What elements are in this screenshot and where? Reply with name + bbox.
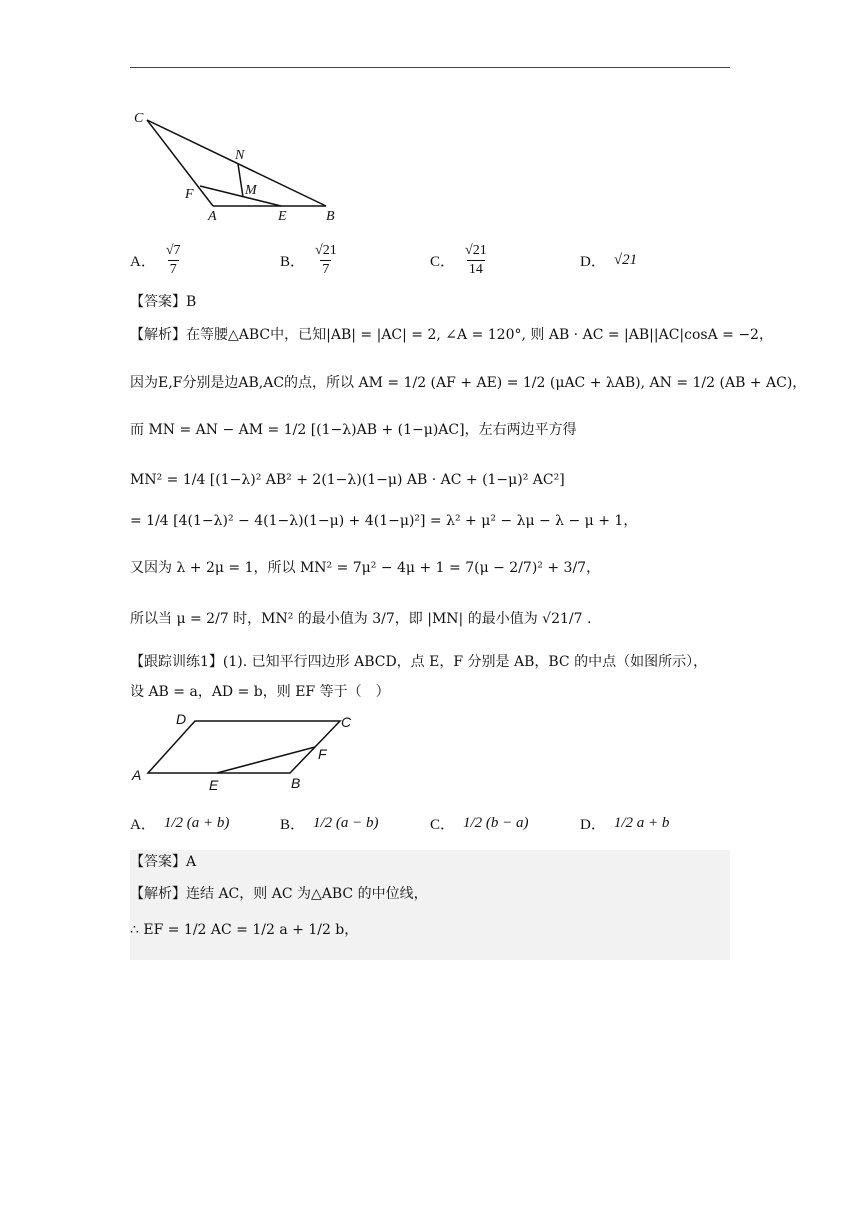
edge-ca	[147, 120, 213, 206]
q1-solution-line-1: 【解析】在等腰△ABC中，已知|AB| = |AC| = 2, ∠A = 120°, 则 AB · AC = |AB||AC|cosA = −2，	[130, 327, 773, 343]
q1-solution-line-7: 所以当 μ = 2/7 时，MN² 的最小值为 3/7，即 |MN| 的最小值为 √21/7 .	[130, 611, 592, 627]
segment-ef	[217, 747, 315, 773]
q2-options	[130, 806, 730, 840]
header-rule	[130, 67, 730, 68]
label-b2: B	[291, 775, 301, 791]
label-n: N	[235, 148, 245, 163]
segment-fe	[200, 186, 281, 206]
q2-option-b: B． 1/2 (a − b)	[280, 814, 379, 833]
q2-option-d: D． 1/2 a + b	[580, 814, 670, 833]
label-b: B	[326, 209, 335, 224]
q2-option-a-expr: 1/2 (a + b)	[163, 814, 230, 831]
q1-solution-line-5: = 1/4 [4(1−λ)² − 4(1−λ)(1−μ) + 4(1−μ)²] = λ² + μ² − λμ − λ − μ + 1，	[130, 513, 638, 529]
q1-solution-line-2: 因为E,F分别是边AB,AC的点，所以 AM = 1/2 (AF + AE) = 1/2 (μAC + λAB), AN = 1/2 (AB + AC)，	[130, 375, 807, 391]
q1-option-d-expr: √21	[613, 251, 638, 268]
label-a2: A	[132, 767, 142, 783]
q1-answer: 【答案】B	[130, 294, 197, 310]
segment-nm	[238, 164, 243, 197]
label-f2: F	[318, 746, 327, 762]
label-e: E	[278, 209, 287, 224]
q1-option-a-num: √7	[165, 242, 181, 258]
parallelogram-figure	[130, 710, 370, 794]
q1-option-a-den: 7	[169, 261, 177, 277]
edge-cb	[147, 120, 326, 206]
q2-option-b-expr: 1/2 (a − b)	[313, 814, 379, 831]
q1-option-b-num: √21	[315, 242, 337, 258]
q2-option-c-expr: 1/2 (b − a)	[463, 814, 529, 831]
label-m: M	[245, 183, 257, 198]
label-d: D	[176, 711, 187, 727]
q2-stem-line-1: 【跟踪训练1】(1). 已知平行四边形 ABCD，点 E，F 分别是 AB，BC 的中点（如图所示），	[130, 654, 708, 670]
q1-option-a: A． $\frac{√7}{7}$	[130, 242, 181, 277]
label-f: F	[185, 187, 194, 202]
q2-option-a: A． 1/2 (a + b)	[130, 814, 230, 833]
q1-options	[130, 243, 730, 277]
q2-stem-line-2: 设 AB = a，AD = b，则 EF 等于（ ）	[130, 684, 390, 700]
label-a: A	[208, 209, 217, 224]
q2-option-d-expr: 1/2 a + b	[613, 814, 670, 831]
label-c2: C	[341, 714, 352, 730]
q1-option-c-num: √21	[465, 242, 487, 258]
q1-option-c-den: 14	[468, 261, 483, 277]
label-e2: E	[209, 777, 219, 793]
triangle-figure	[130, 104, 345, 226]
q1-solution-line-3: 而 MN = AN − AM = 1/2 [(1−λ)AB + (1−μ)AC]，左右两边平方得	[130, 422, 577, 438]
q1-option-b: B． $\frac{√21}{7}$	[280, 242, 337, 277]
q2-option-c: C． 1/2 (b − a)	[430, 814, 529, 833]
q1-solution-line-4: MN² = 1/4 [(1−λ)² AB² + 2(1−λ)(1−μ) AB · AC + (1−μ)² AC²]	[130, 472, 565, 488]
q2-answer: 【答案】A	[130, 854, 197, 870]
q2-solution-line-1: 【解析】连结 AC，则 AC 为△ABC 的中位线，	[130, 886, 428, 902]
q2-answer-panel	[130, 850, 730, 960]
q2-solution-line-2: ∴ EF = 1/2 AC = 1/2 a + 1/2 b，	[130, 922, 359, 938]
q1-option-b-den: 7	[322, 261, 330, 277]
q1-option-c: C． $\frac{√21}{14}$	[430, 242, 487, 277]
label-c: C	[134, 111, 144, 126]
q1-option-d: D． √21	[580, 251, 638, 270]
q1-solution-line-6: 又因为 λ + 2μ = 1，所以 MN² = 7μ² − 4μ + 1 = 7(μ − 2/7)² + 3/7，	[130, 560, 601, 576]
